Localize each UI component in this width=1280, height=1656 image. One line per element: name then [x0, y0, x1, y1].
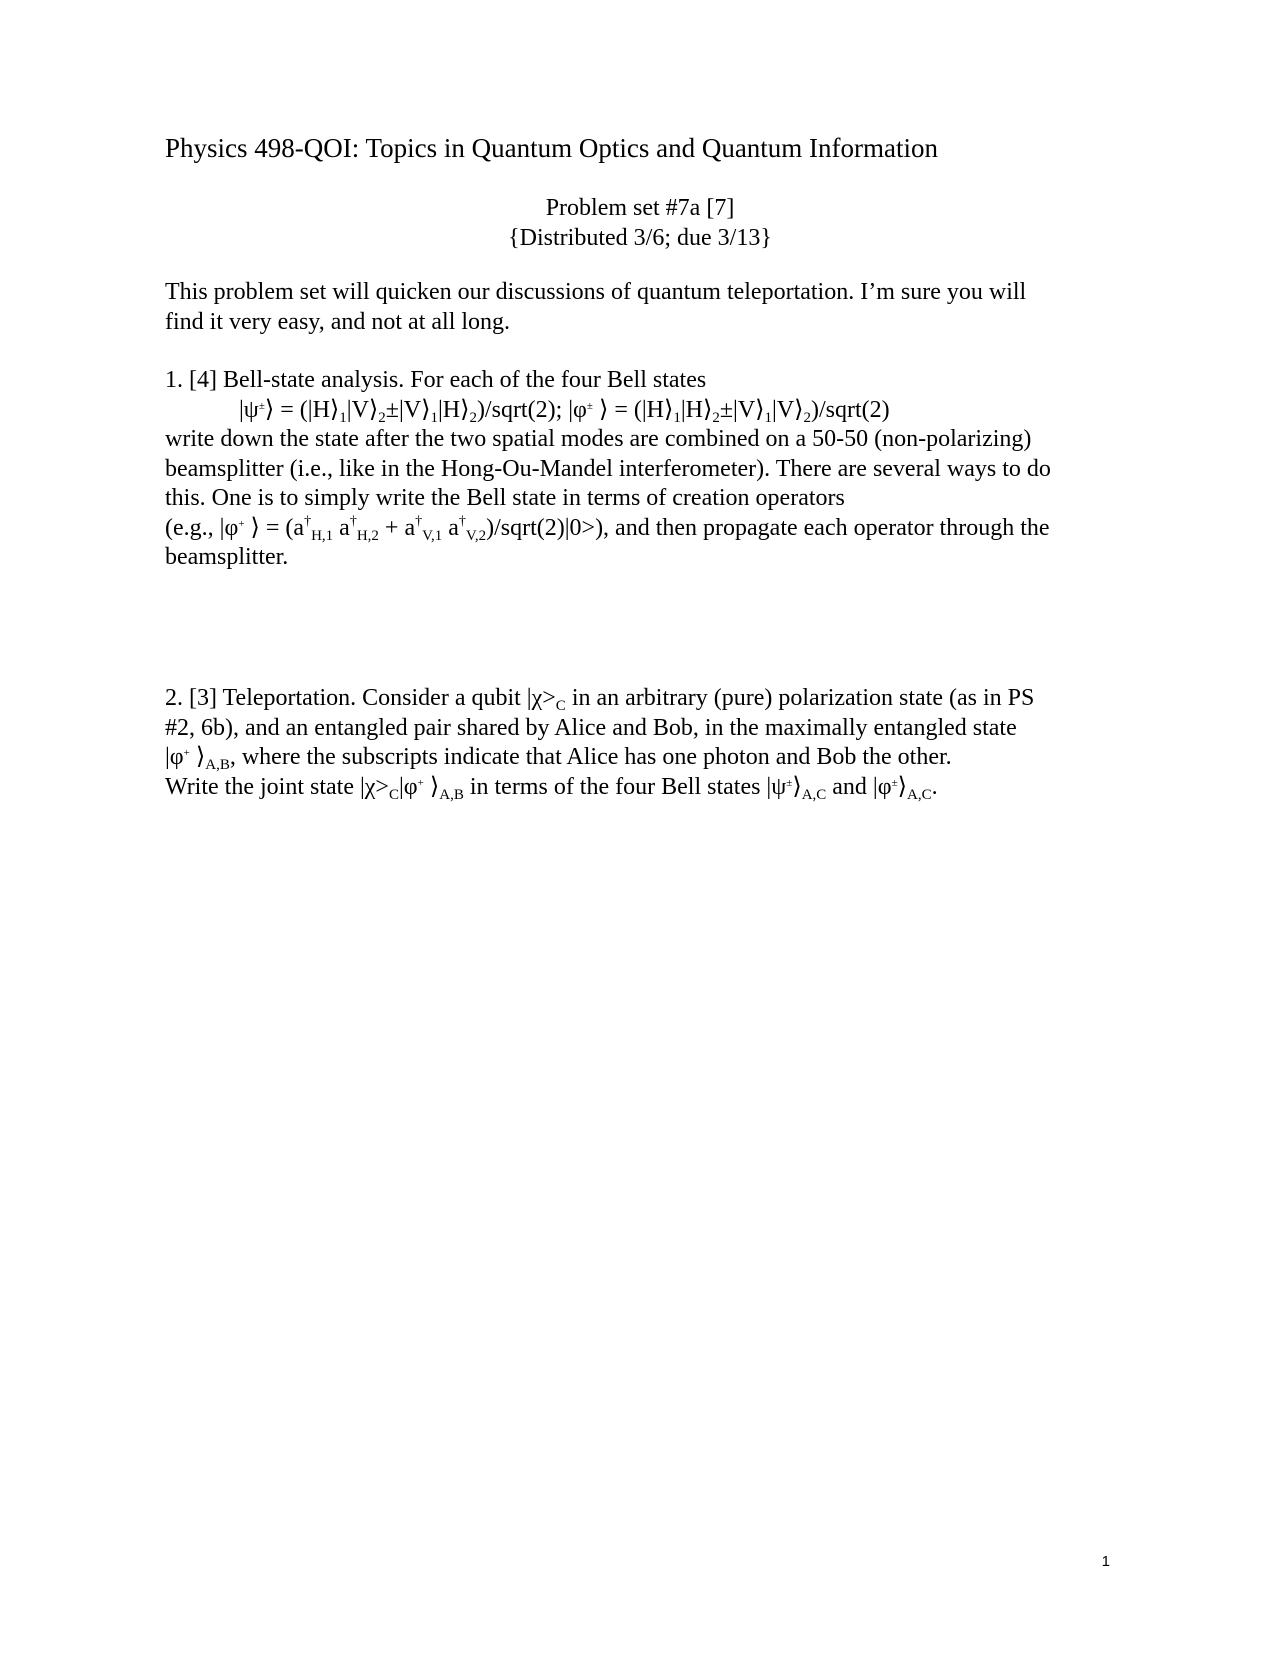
problem-1-line-4: beamsplitter (i.e., like in the Hong-Ou-Mandel interferometer). There are several ways to do — [165, 455, 1051, 482]
problem-2 — [165, 684, 1105, 802]
course-title: Physics 498-QOI: Topics in Quantum Optics and Quantum Information — [165, 133, 939, 163]
distribution-dates: {Distributed 3/6; due 3/13} — [508, 225, 772, 251]
problem-1-line-3: write down the state after the two spatial modes are combined on a 50-50 (non-polarizing) — [165, 426, 1032, 452]
problem-2-heading: 2. [3] Teleportation. Consider a qubit $|\chi>_C$ in an arbitrary (pure) polarization state (as in PS — [165, 685, 1035, 714]
bell-states-equation: |ψ±⟩ = $(|H⟩_1|V⟩_2\pm|V⟩_1|H⟩_2)/sqrt(2)$; |φ± ⟩ = $(|H⟩_1|H⟩_2\pm|V⟩_1|V⟩_2)/sqrt(2)$ — [239, 396, 890, 426]
problem-set-label: Problem set #7a [7] — [545, 195, 735, 221]
intro-line-1: This problem set will quicken our discussions of quantum teleportation. I’m sure you will — [165, 279, 1027, 305]
creation-operator-example: (e.g., |φ+ ⟩ = ($a^\dagger_{H,1}$ $a^\dagger_{H,2} + a^\dagger_{V,1}$ $a^\dagger_{V,2})/sqrt(2)|0>$), and then propagate each operator through the — [165, 513, 1050, 544]
problem-1-line-5: this. One is to simply write the Bell state in terms of creation operators — [165, 485, 845, 511]
page-number: 1 — [1101, 1553, 1110, 1570]
intro-paragraph — [165, 278, 1105, 337]
problem-2-line-2: #2, 6b), and an entangled pair shared by Alice and Bob, in the maximally entangled state — [165, 714, 1017, 741]
problem-2-line-4: Write the joint state $|\chi>_C|\varphi^+$ $⟩_{A,B}$ in terms of the four Bell states $|\psi^\pm⟩_{A,C}$ and $|\varphi^\pm⟩_{A,C}$. — [165, 773, 938, 803]
problem-1 — [165, 366, 1105, 573]
problem-set-header — [0, 193, 1280, 253]
problem-1-line-7: beamsplitter. — [165, 544, 289, 570]
problem-1-heading: 1. [4] Bell-state analysis. For each of the four Bell states — [165, 367, 707, 393]
problem-2-line-3: |φ+ $⟩_{A,B}$, where the subscripts indicate that Alice has one photon and Bob the other. — [165, 744, 952, 773]
intro-line-2: find it very easy, and not at all long. — [165, 308, 511, 335]
